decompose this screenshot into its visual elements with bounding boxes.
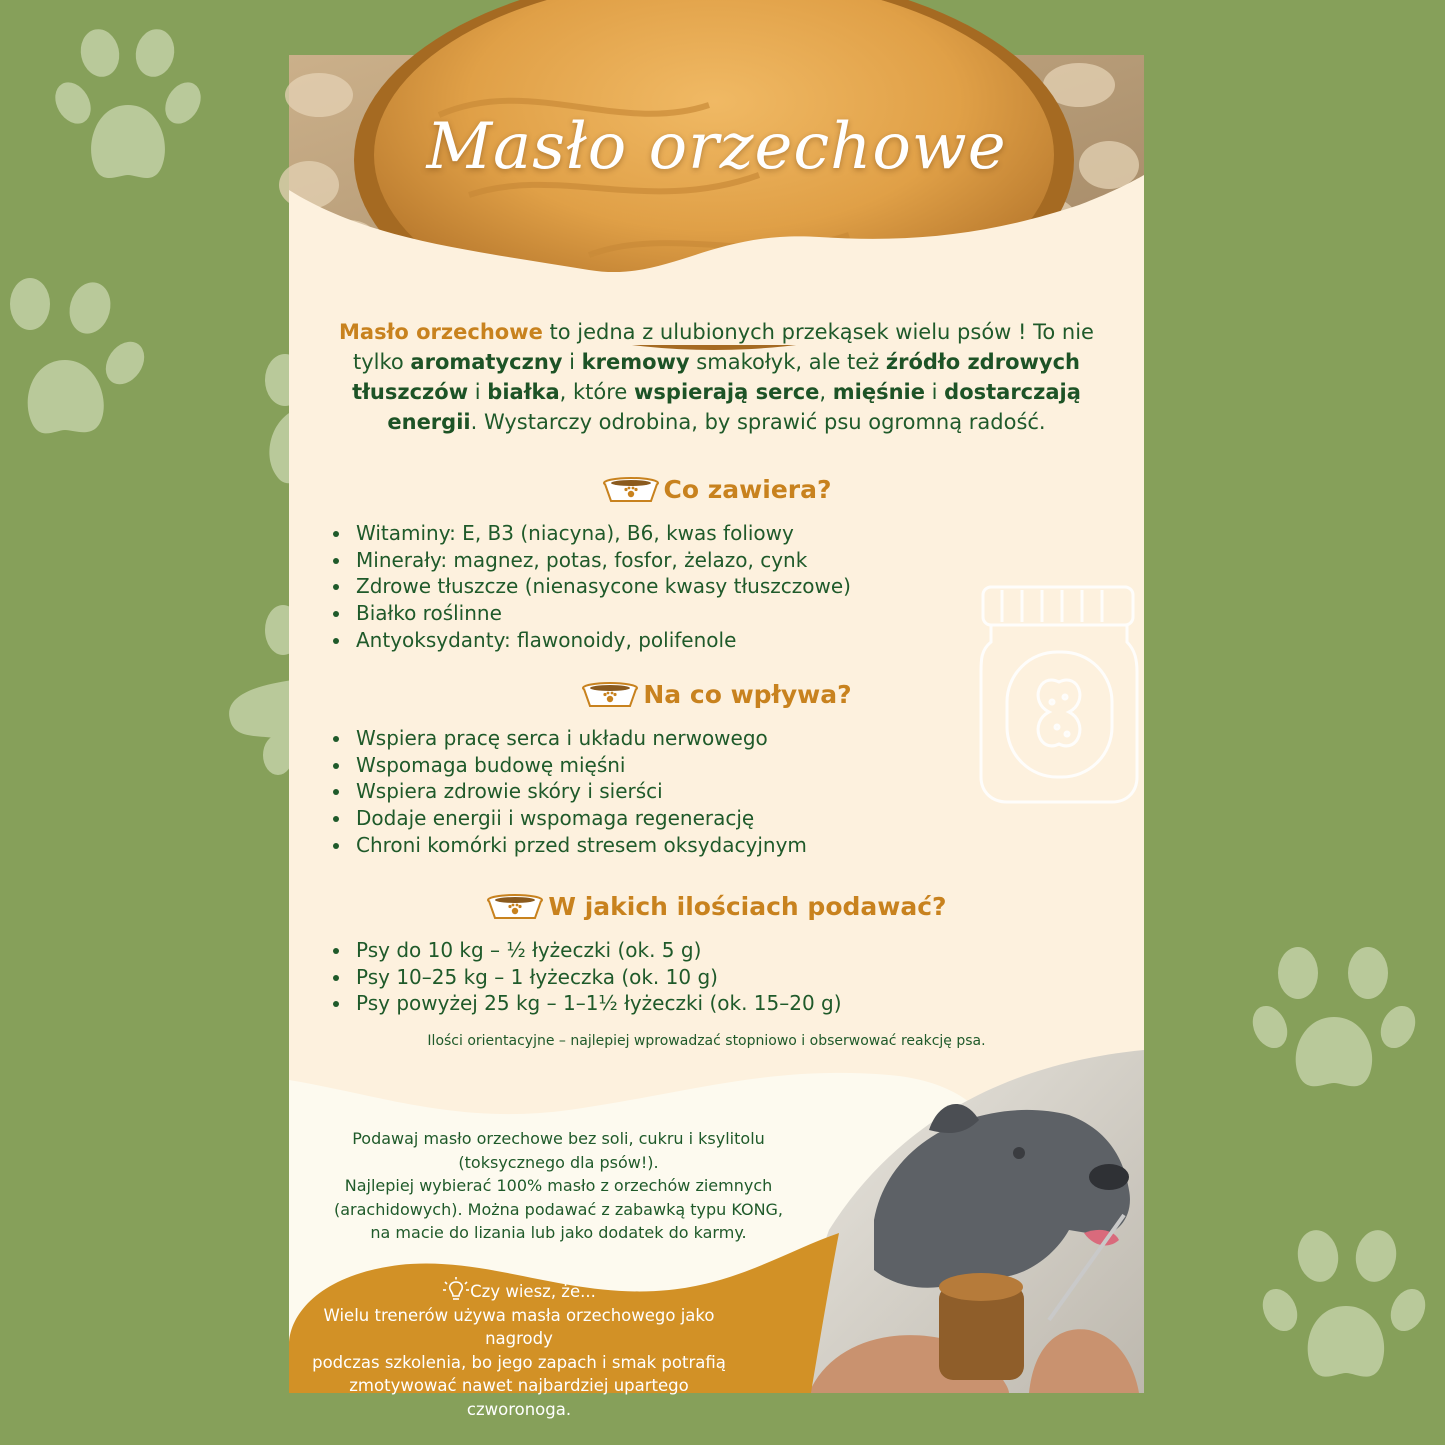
dosage-note: Ilości orientacyjne – najlepiej wprowadzać stopniowo i obserwować reakcję psa.: [427, 1033, 986, 1049]
paw-print-icon: [0, 268, 165, 448]
paw-print-icon: [48, 15, 213, 195]
section-heading-contents: Co zawiera?: [289, 475, 1144, 504]
fun-fact: Czy wiesz, że... Wielu trenerów używa masła orzechowego jako nagrody podczas szkolenia, bo jego zapach i smak potrafią zmotywować nawet najbardziej upartego czworonoga.: [309, 1277, 729, 1421]
paw-print-icon: [1248, 935, 1420, 1100]
list-item: Psy do 10 kg – ½ łyżeczki (ok. 5 g): [331, 937, 842, 964]
list-item: Witaminy: E, B3 (niacyna), B6, kwas foliowy: [331, 520, 851, 547]
paw-print-icon: [225, 350, 295, 490]
list-item: Chroni komórki przed stresem oksydacyjnym: [331, 832, 807, 859]
tip-text: Podawaj masło orzechowe bez soli, cukru i ksylitolu (toksycznego dla psów!). Najlepiej wybierać 100% masło z orzechów ziemnych (arachidowych). Można podawać z zabawką typu KONG, na macie do lizania lub jako dodatek do karmy.: [333, 1129, 784, 1242]
section-heading-dosage: W jakich ilościach podawać?: [289, 892, 1144, 921]
list-item: Wspiera zdrowie skóry i sierści: [331, 778, 807, 805]
intro-paragraph: Masło orzechowe to jedna z ulubionych przekąsek wielu psów ! To nie tylko aromatyczny i kremowy smakołyk, ale też źródło zdrowych tłuszczów i białka, które wspierają serce, mięśnie i dostarczają energii. Wystarczy odrobina, by sprawić psu ogromną radość.: [339, 320, 1094, 434]
page-title: Masło orzechowe: [426, 110, 1007, 184]
list-item: Minerały: magnez, potas, fosfor, żelazo, cynk: [331, 547, 851, 574]
fun-fact-heading: Czy wiesz, że...: [470, 1282, 596, 1301]
paw-print-icon: [218, 600, 293, 775]
info-card: [289, 55, 1144, 1419]
list-item: Antyoksydanty: flawonoidy, polifenole: [331, 627, 851, 654]
list-item: Wspiera pracę serca i układu nerwowego: [331, 725, 807, 752]
list-item: Wspomaga budowę mięśni: [331, 752, 807, 779]
paw-print-icon: [1258, 1218, 1430, 1393]
list-item: Psy 10–25 kg – 1 łyżeczka (ok. 10 g): [331, 964, 842, 991]
list-item: Dodaje energii i wspomaga regenerację: [331, 805, 807, 832]
list-item: Psy powyżej 25 kg – 1–1½ łyżeczki (ok. 15–20 g): [331, 990, 842, 1017]
list-item: Białko roślinne: [331, 600, 851, 627]
lightbulb-icon: [442, 1277, 470, 1303]
list-item: Zdrowe tłuszcze (nienasycone kwasy tłuszczowe): [331, 573, 851, 600]
section-heading-effects: Na co wpływa?: [289, 680, 1144, 709]
